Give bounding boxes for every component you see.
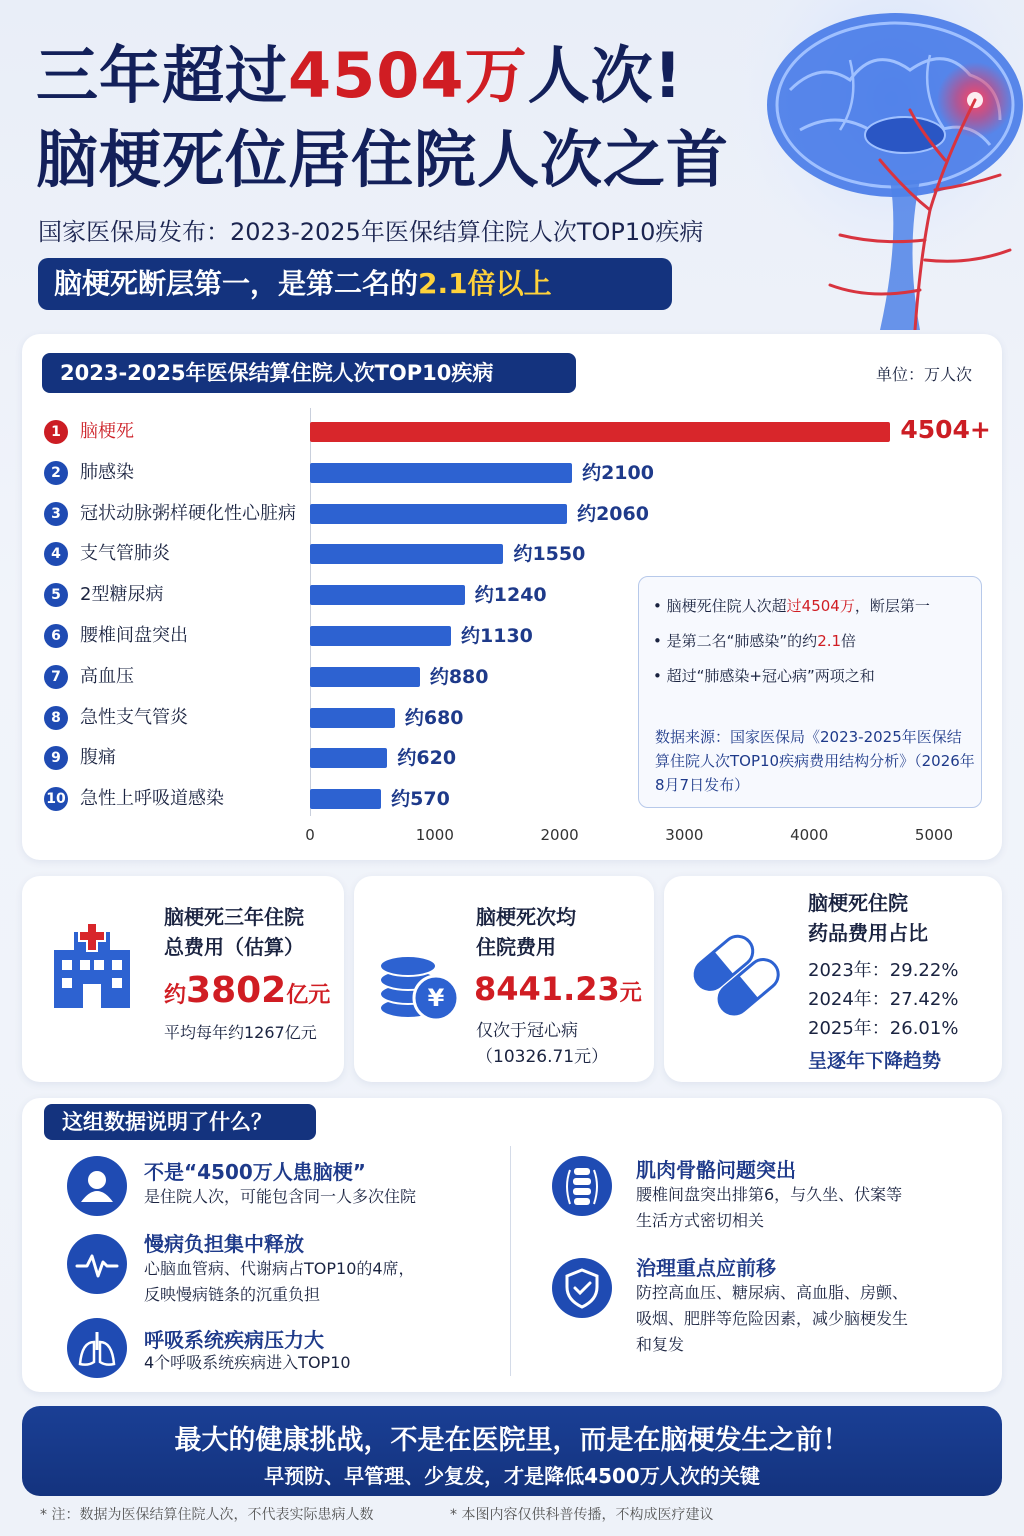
capsule-icon: [686, 924, 786, 1020]
category-label: 急性支气管炎: [80, 706, 188, 728]
explain-item-4-desc: 腰椎间盘突出排第6，与久坐、伏案等 生活方式密切相关: [636, 1185, 903, 1230]
drug-ratio-trend: 呈逐年下降趋势: [808, 1050, 942, 1072]
hospital-icon: [50, 920, 134, 1010]
stat-card-drug-ratio: [664, 876, 1002, 1082]
value-label: 4504+: [900, 415, 991, 444]
headline-banner: 脑梗死断层第一，是第二名的2.1倍以上: [38, 258, 672, 310]
explain-item-3-title: 呼吸系统疾病压力大: [144, 1328, 324, 1352]
category-label: 冠状动脉粥样硬化性心脏病: [80, 502, 296, 524]
rank-badge: 10: [44, 787, 68, 811]
main-title-line1: 三年超过4504万人次!: [36, 39, 683, 112]
disclaimer-left: * 注：数据为医保结算住院人次，不代表实际患病人数: [40, 1507, 374, 1523]
rank-badge: 7: [44, 665, 68, 689]
explain-item-5-desc: 防控高血压、糖尿病、高血脂、房颤、 吸烟、肥胖等危险因素，减少脑梗发生 和复发: [636, 1283, 909, 1354]
total-cost-value: 约3802亿元: [164, 970, 331, 1011]
bar: [310, 667, 420, 687]
main-title-number: 4504万: [288, 39, 528, 112]
coins-yen-icon: [378, 942, 462, 1024]
rank-badge: 6: [44, 624, 68, 648]
rank-badge: 4: [44, 542, 68, 566]
explain-item-2-desc: 心脑血管病、代谢病占TOP10的4席， 反映慢病链条的沉重负担: [144, 1259, 415, 1304]
avg-cost-value: 8441.23元: [474, 970, 642, 1008]
category-label: 高血压: [80, 665, 134, 687]
value-label: 约1550: [513, 543, 586, 566]
value-label: 约1130: [461, 625, 533, 647]
chart-title: 2023-2025年医保结算住院人次TOP10疾病: [42, 353, 576, 393]
category-label: 肺感染: [80, 461, 134, 483]
avg-cost-title: 脑梗死次均 住院费用: [476, 905, 576, 959]
shield-check-icon: [552, 1258, 612, 1318]
spine-icon: [552, 1156, 612, 1216]
bar: [310, 463, 572, 483]
bar: [310, 748, 387, 768]
explain-item-3-desc: 4个呼吸系统疾病进入TOP10: [144, 1353, 351, 1372]
bar: [310, 504, 567, 524]
brain-illustration: [730, 0, 1024, 330]
explain-icon-2: [67, 1234, 127, 1294]
data-source: 数据来源：国家医保局《2023-2025年医保结算住院人次TOP10疾病费用结构分析》（2026年8月7日发布）: [655, 728, 975, 794]
value-label: 约880: [429, 665, 489, 688]
value-label: 约2060: [577, 502, 649, 525]
rank-badge: 8: [44, 706, 68, 730]
stat-card-total-cost: [22, 876, 344, 1082]
explain-icon-5: [552, 1258, 612, 1318]
drug-ratio-years: 2023年：29.22% 2024年：27.42% 2025年：26.01%: [808, 960, 959, 1039]
category-label: 2型糖尿病: [80, 584, 164, 606]
rank-badge: 2: [44, 461, 68, 485]
footer-line1: 最大的健康挑战，不是在医院里，而是在脑梗发生之前！: [174, 1425, 850, 1456]
lungs-icon: [67, 1318, 127, 1378]
rank-badge: 3: [44, 502, 68, 526]
chart-unit: 单位：万人次: [876, 365, 973, 384]
explain-item-5-title: 治理重点应前移: [636, 1256, 776, 1280]
drug-ratio-title: 脑梗死住院 药品费用占比: [808, 891, 928, 945]
note-1: • 脑梗死住院人次超过4504万，断层第一: [653, 597, 930, 615]
bar: [310, 789, 381, 809]
yen-symbol: ¥: [427, 984, 445, 1012]
avg-cost-sub: 仅次于冠心病 （10326.71元）: [476, 1021, 609, 1067]
rank-badge: 5: [44, 583, 68, 607]
x-tick-label: 5000: [914, 826, 954, 844]
explain-icon-4: [552, 1156, 612, 1216]
value-label: 约620: [397, 747, 457, 770]
x-tick-label: 2000: [540, 826, 579, 844]
rank-badge: 9: [44, 746, 68, 770]
explain-divider: [510, 1146, 511, 1376]
value-label: 约570: [391, 788, 450, 811]
explain-title: 这组数据说明了什么？: [44, 1104, 316, 1140]
explain-icon-1: [67, 1156, 127, 1216]
x-tick-label: 3000: [665, 826, 704, 844]
disclaimer-right: * 本图内容仅供科普传播，不构成医疗建议: [450, 1507, 714, 1523]
x-tick-label: 4000: [790, 826, 829, 844]
category-label: 腹痛: [80, 747, 116, 769]
explain-item-2-title: 慢病负担集中释放: [144, 1232, 304, 1256]
note-2: • 是第二名“肺感染”的约2.1倍: [653, 632, 857, 650]
person-icon: [67, 1156, 127, 1216]
x-tick-label: 1000: [415, 826, 454, 844]
total-cost-sub: 平均每年约1267亿元: [164, 1023, 317, 1042]
bar: [310, 422, 890, 442]
explain-item-1-desc: 是住院人次，可能包含同一人多次住院: [144, 1187, 417, 1206]
category-label: 支气管肺炎: [80, 543, 170, 565]
note-3: • 超过“肺感染+冠心病”两项之和: [653, 667, 875, 685]
value-label: 约1240: [474, 584, 547, 607]
stat-card-avg-cost: [354, 876, 654, 1082]
footer-banner: [22, 1406, 1002, 1496]
value-label: 约2100: [582, 461, 654, 484]
rank-badge: 1: [44, 420, 68, 444]
footer-line2: 早预防、早管理、少复发，才是降低4500万人次的关键: [264, 1464, 760, 1488]
main-title-line2: 脑梗死位居住院人次之首: [36, 123, 730, 196]
category-label: 腰椎间盘突出: [80, 625, 188, 646]
chart-notes: [638, 576, 982, 808]
bar: [310, 708, 395, 728]
subtitle: 国家医保局发布：2023-2025年医保结算住院人次TOP10疾病: [38, 218, 704, 246]
explain-item-1-title: 不是“4500万人患脑梗”: [144, 1160, 366, 1184]
bar: [310, 585, 465, 605]
bar: [310, 544, 503, 564]
pulse-icon: [67, 1234, 127, 1294]
bar: [310, 626, 451, 646]
total-cost-title: 脑梗死三年住院 总费用（估算）: [164, 905, 304, 959]
x-tick-label: 0: [305, 826, 315, 844]
explain-item-4-title: 肌肉骨骼问题突出: [636, 1158, 796, 1182]
explain-icon-3: [67, 1318, 127, 1378]
value-label: 约680: [404, 706, 464, 729]
category-label: 急性上呼吸道感染: [80, 788, 224, 810]
category-label: 脑梗死: [80, 421, 134, 442]
